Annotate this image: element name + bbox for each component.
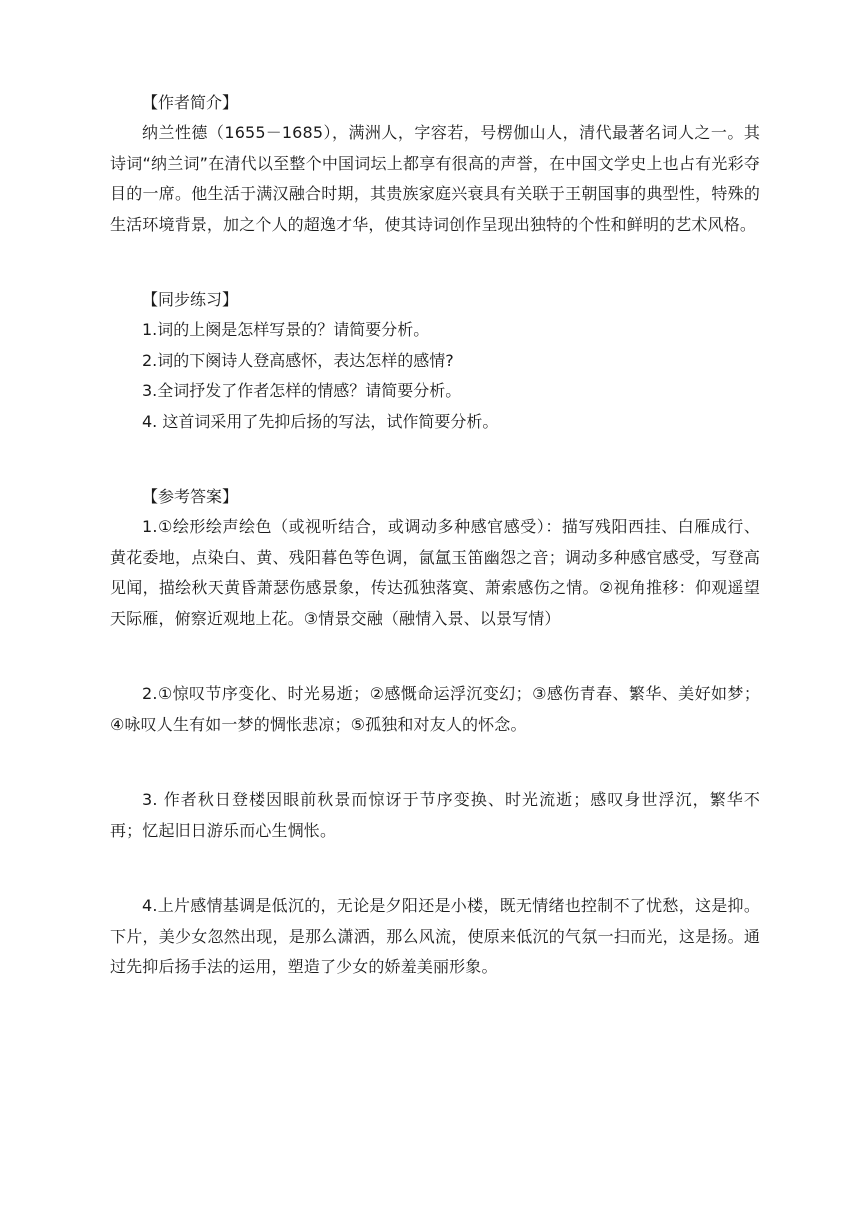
author-intro-heading: 【作者简介】	[142, 93, 239, 112]
spacer	[110, 634, 760, 679]
answer-3: 3. 作者秋日登楼因眼前秋景而惊讶于节序变换、时光流逝；感叹身世浮沉，繁华不再；忆起旧日游乐而心生惆怅。	[110, 790, 760, 840]
author-intro-text: 纳兰性德（1655－1685），满洲人，字容若，号楞伽山人，清代最著名词人之一。其诗词“纳兰词”在清代以至整个中国词坛上都享有很高的声誉，在中国文学史上也占有光彩夺目的一席。他生活于满汉融合时期，其贵族家庭兴衰具有关联于王朝国事的典型性，特殊的生活环境背景，加之个人的超逸才华，使其诗词创作呈现出独特的个性和鲜明的艺术风格。	[110, 123, 760, 234]
practice-question-2: 2.词的下阕诗人登高感怀，表达怎样的感情?	[142, 350, 454, 370]
spacer	[110, 240, 760, 285]
practice-question-4: 4. 这首词采用了先抑后扬的写法，试作简要分析。	[142, 411, 499, 431]
answer-4: 4.上片感情基调是低沉的，无论是夕阳还是小楼，既无情绪也控制不了忧愁，这是抑。下片，美少女忽然出现，是那么潇洒，那么风流，使原来低沉的气氛一扫而光，这是扬。通过先抑后扬手法的运用，塑造了少女的娇羞美丽形象。	[110, 896, 760, 976]
answer-heading: 【参考答案】	[142, 487, 239, 506]
practice-question-1: 1.词的上阕是怎样写景的？请简要分析。	[142, 320, 430, 339]
spacer	[110, 437, 760, 482]
spacer	[110, 740, 760, 785]
document-page	[110, 88, 760, 983]
spacer	[110, 846, 760, 891]
answer-2: 2.①惊叹节序变化、时光易逝；②感慨命运浮沉变幻；③感伤青春、繁华、美好如梦；④咏叹人生有如一梦的惆怅悲凉；⑤孤独和对友人的怀念。	[110, 684, 760, 734]
answer-1: 1.①绘形绘声绘色（或视听结合，或调动多种感官感受）：描写残阳西挂、白雁成行、黄花委地，点染白、黄、残阳暮色等色调，氤氲玉笛幽怨之音；调动多种感官感受，写登高见闻，描绘秋天黄昏萧瑟伤感景象，传达孤独落寞、萧索感伤之情。②视角推移：仰观遥望天际雁，俯察近观地上花。③情景交融（融情入景、以景写情）	[110, 517, 760, 628]
practice-heading: 【同步练习】	[142, 290, 239, 309]
practice-question-3: 3.全词抒发了作者怎样的情感？请简要分析。	[142, 381, 462, 400]
